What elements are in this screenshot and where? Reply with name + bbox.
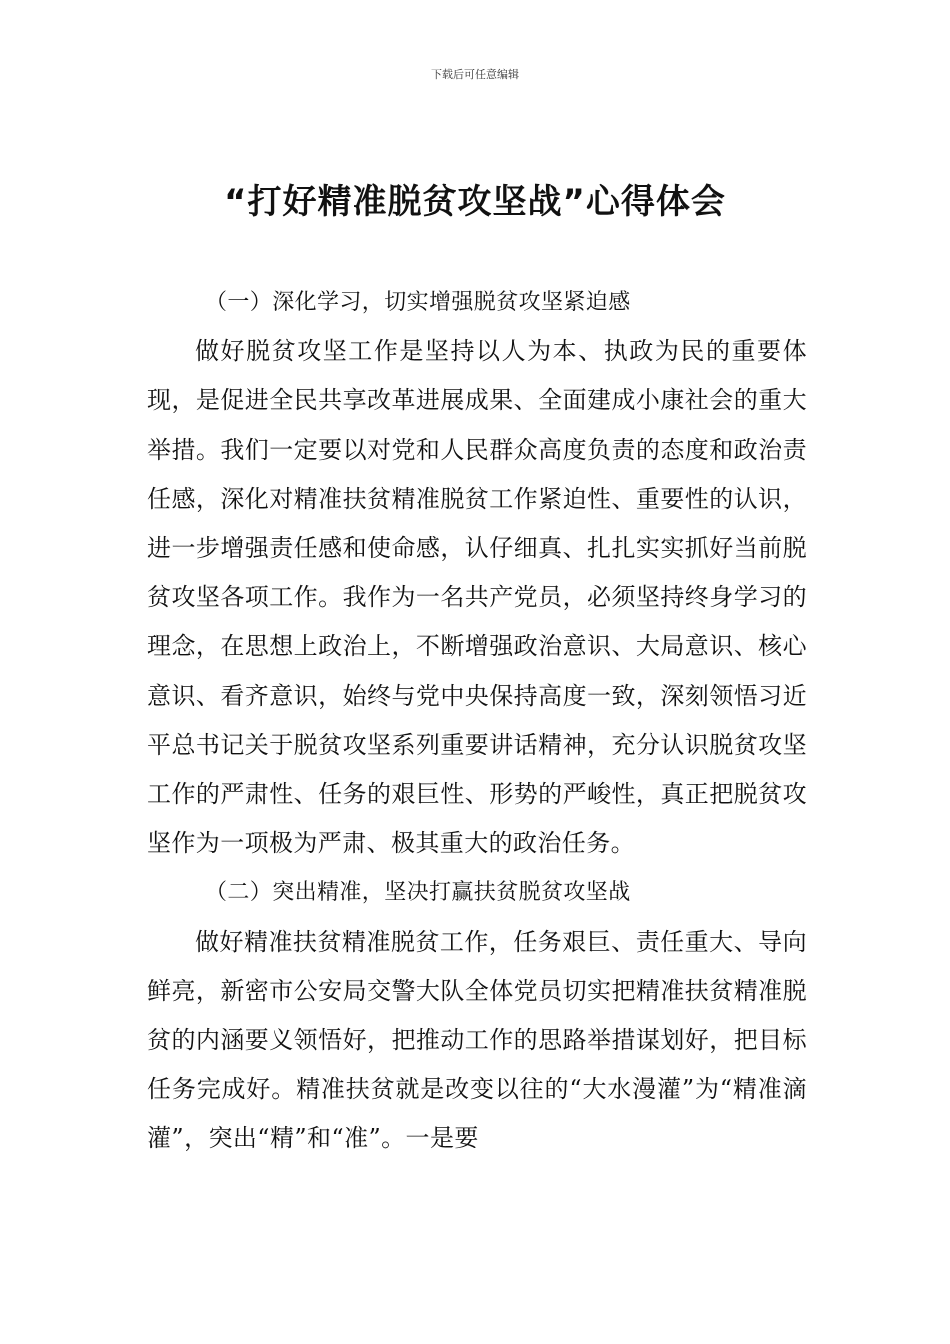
section-heading-1: （一）深化学习，切实增强脱贫攻坚紧迫感 [205, 290, 631, 315]
document-body [147, 278, 807, 1164]
section-paragraph-1: 做好脱贫攻坚工作是坚持以人为本、执政为民的重要体现，是促进全民共享改革进展成果、全面建成小康社会的重大举措。我们一定要以对党和人民群众高度负责的态度和政治责任感，深化对精准扶贫精准脱贫工作紧迫性、重要性的认识，进一步增强责任感和使命感，认仔细真、扎扎实实抓好当前脱贫攻坚各项工作。我作为一名共产党员，必须坚持终身学习的理念，在思想上政治上，不断增强政治意识、大局意识、核心意识、看齐意识，始终与党中央保持高度一致，深刻领悟习近平总书记关于脱贫攻坚系列重要讲话精神，充分认识脱贫攻坚工作的严肃性、任务的艰巨性、形势的严峻性，真正把脱贫攻坚作为一项极为严肃、极其重大的政治任务。 [147, 337, 807, 858]
header-note: 下载后可任意编辑 [431, 68, 519, 81]
document-title: “打好精准脱贫攻坚战”心得体会 [224, 182, 726, 222]
section-paragraph-2: 做好精准扶贫精准脱贫工作，任务艰巨、责任重大、导向鲜亮，新密市公安局交警大队全体党员切实把精准扶贫精准脱贫的内涵要义领悟好，把推动工作的思路举措谋划好，把目标任务完成好。精准扶贫就是改变以往的“大水漫灌”为“精准滴灌”，突出“精”和“准”。一是要 [147, 927, 807, 1153]
section-heading-2: （二）突出精准，坚决打赢扶贫脱贫攻坚战 [205, 880, 631, 906]
